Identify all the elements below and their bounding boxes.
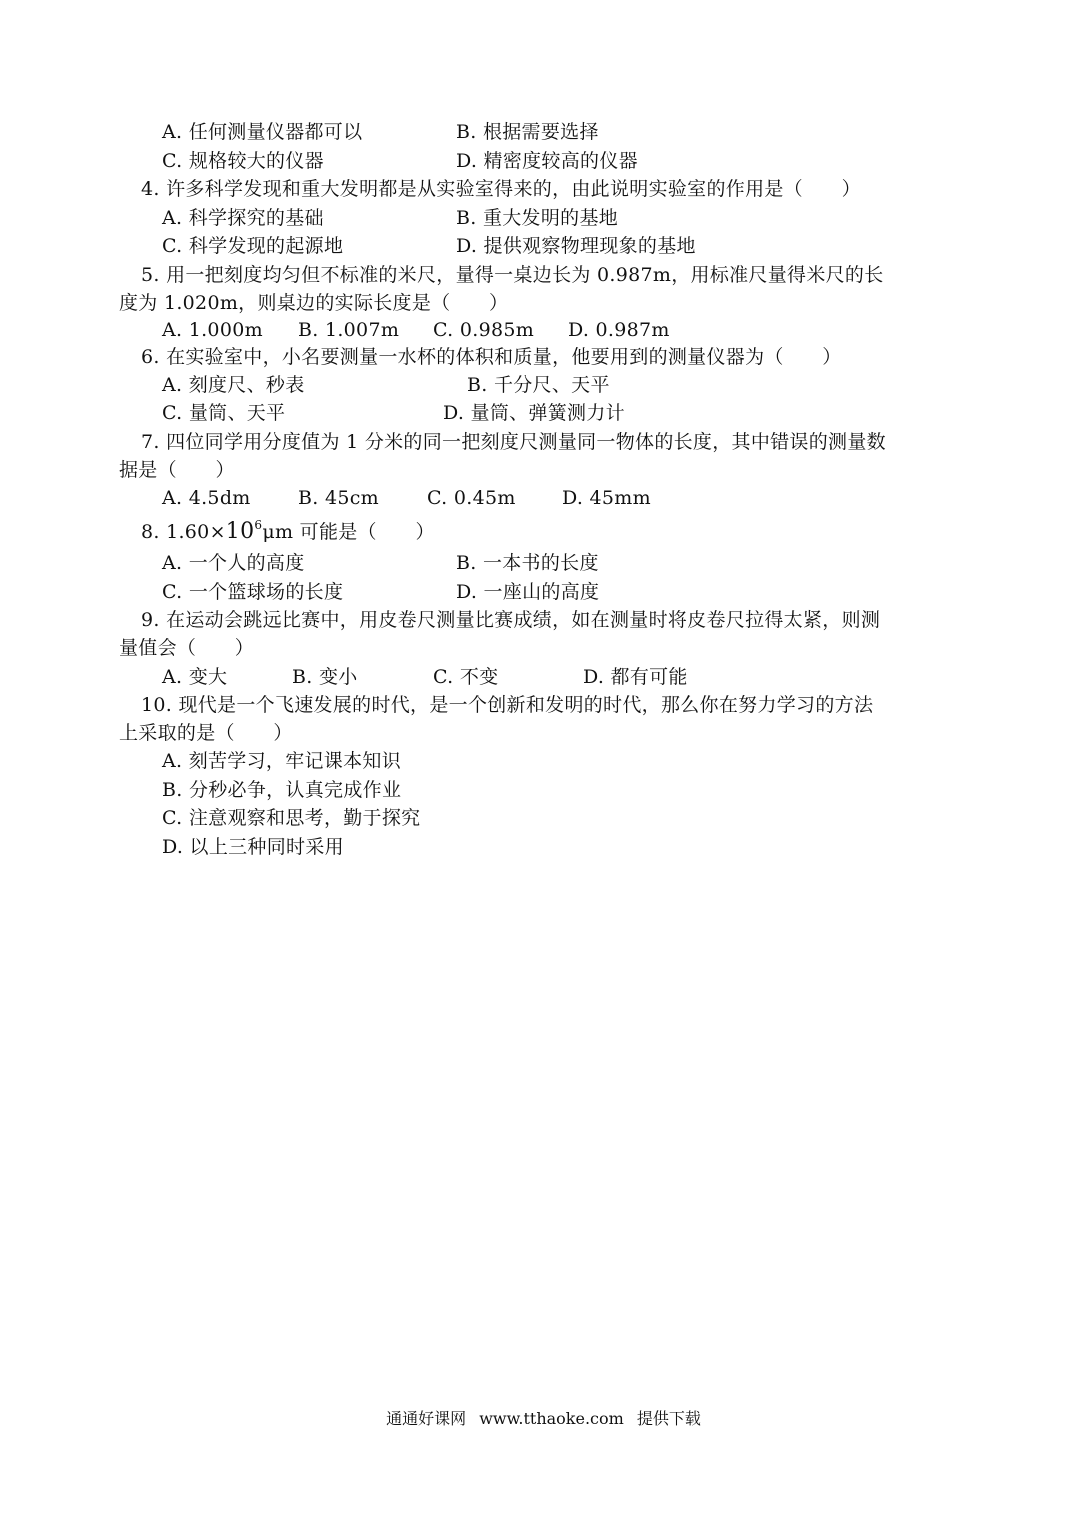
q4-stem: 4. 许多科学发现和重大发明都是从实验室得来的，由此说明实验室的作用是（ ） [141, 178, 861, 200]
q8-stem-base: 10 [225, 519, 255, 544]
q8-option-a: A. 一个人的高度 [162, 552, 305, 574]
q9-stem-line1: 9. 在运动会跳远比赛中，用皮卷尺测量比赛成绩，如在测量时将皮卷尺拉得太紧，则测 [141, 609, 881, 631]
q5-stem-line2: 度为 1.020m，则桌边的实际长度是（ ） [119, 292, 509, 314]
q7-option-d: D. 45mm [562, 487, 651, 509]
footer-url[interactable]: www.tthaoke.com [479, 1409, 624, 1428]
q10-option-a: A. 刻苦学习，牢记课本知识 [162, 750, 402, 772]
q10-stem-line2: 上采取的是（ ） [119, 722, 293, 744]
q10-option-b: B. 分秒必争，认真完成作业 [162, 779, 402, 801]
q7-stem-line1: 7. 四位同学用分度值为 1 分米的同一把刻度尺测量同一物体的长度，其中错误的测量数 [141, 431, 886, 453]
q5-option-a: A. 1.000m [162, 319, 263, 341]
q8-stem-exponent: 6 [254, 518, 263, 532]
q8-option-d: D. 一座山的高度 [456, 581, 600, 603]
q9-option-a: A. 变大 [162, 666, 228, 688]
q6-option-d: D. 量筒、弹簧测力计 [443, 402, 625, 424]
q4-option-c: C. 科学发现的起源地 [162, 235, 344, 257]
q9-option-d: D. 都有可能 [583, 666, 688, 688]
q3-option-c: C. 规格较大的仪器 [162, 150, 324, 172]
page-footer [0, 1409, 1087, 1429]
q6-option-b: B. 千分尺、天平 [467, 374, 610, 396]
q8-stem-suffix: 可能是（ ） [299, 521, 435, 543]
q6-option-a: A. 刻度尺、秒表 [162, 374, 305, 396]
q5-option-b: B. 1.007m [298, 319, 400, 341]
q5-option-d: D. 0.987m [568, 319, 670, 341]
q6-stem: 6. 在实验室中，小名要测量一水杯的体积和质量，他要用到的测量仪器为（ ） [141, 346, 842, 368]
q3-option-d: D. 精密度较高的仪器 [456, 150, 638, 172]
q3-option-a: A. 任何测量仪器都可以 [162, 121, 363, 143]
q4-option-a: A. 科学探究的基础 [162, 207, 324, 229]
q8-stem [141, 520, 435, 546]
q9-stem-line2: 量值会（ ） [119, 637, 255, 659]
q10-stem-line1: 10. 现代是一个飞速发展的时代，是一个创新和发明的时代，那么你在努力学习的方法 [141, 694, 874, 716]
q10-option-c: C. 注意观察和思考，勤于探究 [162, 807, 421, 829]
q8-option-b: B. 一本书的长度 [456, 552, 599, 574]
q9-option-b: B. 变小 [292, 666, 358, 688]
q6-option-c: C. 量筒、天平 [162, 402, 286, 424]
q8-option-c: C. 一个篮球场的长度 [162, 581, 344, 603]
q5-stem-line1: 5. 用一把刻度均匀但不标准的米尺，量得一桌边长为 0.987m，用标准尺量得米尺的长 [141, 264, 884, 286]
q3-option-b: B. 根据需要选择 [456, 121, 599, 143]
q7-option-a: A. 4.5dm [162, 487, 251, 509]
q9-option-c: C. 不变 [433, 666, 499, 688]
q8-stem-unit: μm [262, 521, 294, 543]
q5-option-c: C. 0.985m [433, 319, 535, 341]
footer-suffix: 提供下载 [636, 1409, 701, 1428]
q7-stem-line2: 据是（ ） [119, 459, 235, 481]
q7-option-c: C. 0.45m [427, 487, 516, 509]
q7-option-b: B. 45cm [298, 487, 379, 509]
q8-stem-prefix: 8. 1.60× [141, 521, 226, 543]
footer-site-name: 通通好课网 [386, 1409, 467, 1428]
q10-option-d: D. 以上三种同时采用 [162, 836, 344, 858]
q4-option-b: B. 重大发明的基地 [456, 207, 619, 229]
q4-option-d: D. 提供观察物理现象的基地 [456, 235, 696, 257]
